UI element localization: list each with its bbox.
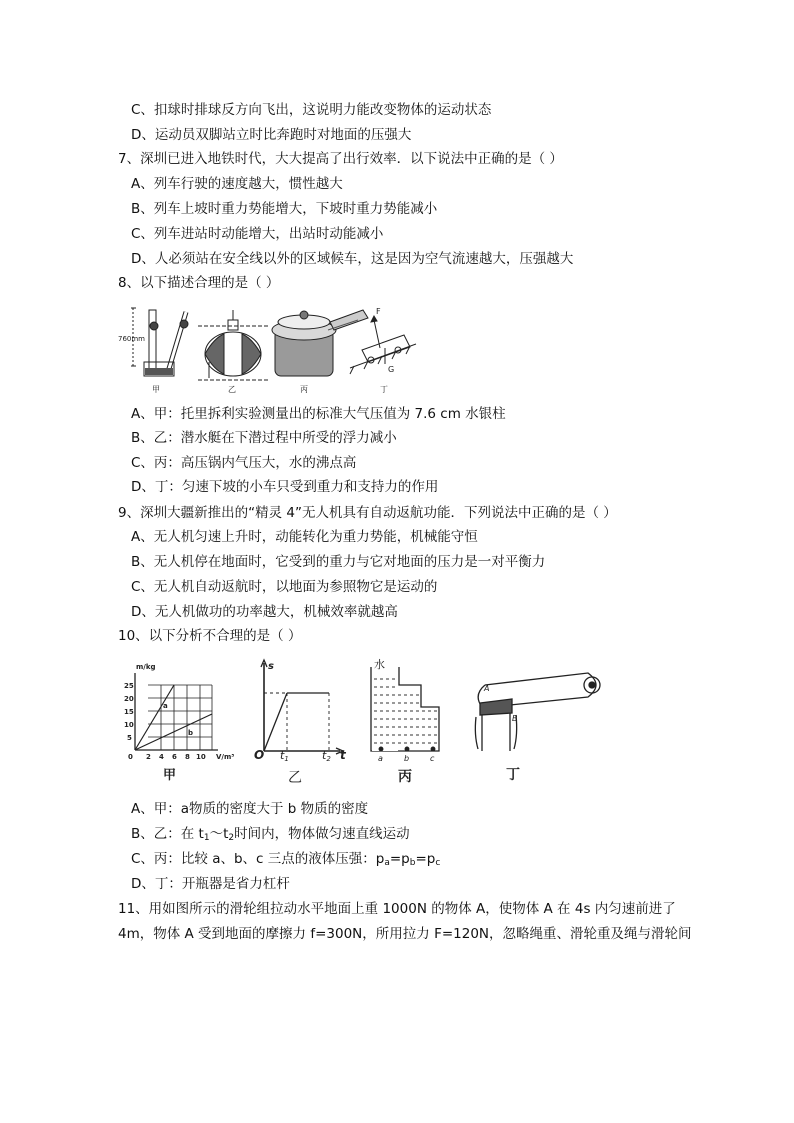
- q11-text-line2: 4m，物体 A 受到地面的摩擦力 f=300N，所用拉力 F=120N，忽略绳重、滑轮重及绳与滑轮间: [118, 926, 692, 942]
- q10-option-d: D、丁：开瓶器是省力杠杆: [131, 876, 290, 892]
- q10-jia-xtick: 6: [172, 753, 177, 761]
- q9-option-c: C、无人机自动返航时，以地面为参照物它是运动的: [131, 579, 438, 595]
- q7-option-d: D、人必须站在安全线以外的区域候车，这是因为空气流速越大，压强越大: [131, 251, 574, 267]
- q10-fig-yi: [261, 660, 343, 754]
- q8-option-b: B、乙：潜水艇在下潜过程中所受的浮力减小: [131, 430, 397, 446]
- q8-fig-ding: [350, 316, 416, 374]
- q10-jia-ytick: 10: [124, 721, 134, 729]
- q10-bing-water: 水: [374, 658, 385, 671]
- q9-stem: 9、深圳大疆新推出的“精灵 4”无人机具有自动返航功能．下列说法中正确的是（ ）: [118, 505, 617, 521]
- q10-jia-ytick: 20: [124, 695, 134, 703]
- q10-bing-point-b: b: [404, 754, 410, 763]
- q10-ding-point-B: B: [512, 714, 518, 723]
- q8-label-bing: 丙: [300, 385, 308, 394]
- q10-yi-t1: t1: [280, 749, 289, 763]
- q10-jia-ytick: 25: [124, 682, 134, 690]
- q10-jia-line-b: b: [188, 729, 194, 737]
- q10-bing-point-a: a: [378, 754, 383, 763]
- q10-yi-s-axis: s: [268, 661, 274, 672]
- q10-bing-point-c: c: [430, 754, 435, 763]
- q6-option-d: D、运动员双脚站立时比奔跑时对地面的压强大: [131, 127, 412, 143]
- q10-jia-ytick: 15: [124, 708, 134, 716]
- q10-label-yi: 乙: [288, 770, 302, 786]
- q10-yi-origin: O: [254, 748, 265, 762]
- q7-option-a: A、列车行驶的速度越大，惯性越大: [131, 176, 343, 192]
- q10-option-c: C、丙：比较 a、b、c 三点的液体压强：$p_a=p_b=p_c$: [131, 851, 441, 868]
- q11-text-line1: 11、用如图所示的滑轮组拉动水平地面上重 1000N 的物体 A，使物体 A 在 4s 内匀速前进了: [118, 901, 676, 917]
- q7-option-c: C、列车进站时动能增大，出站时动能减小: [131, 226, 384, 242]
- q10-option-b: B、乙：在 $t_1\sim t_2$时间内，物体做匀速直线运动: [131, 826, 410, 843]
- q10-jia-xtick: 8: [185, 753, 190, 761]
- q8-label-yi: 乙: [228, 385, 236, 394]
- q8-stem: 8、以下描述合理的是（ ）: [118, 275, 280, 291]
- q10-jia-xlabel: V/m³: [216, 753, 235, 761]
- q6-option-c: C、扣球时排球反方向飞出，这说明力能改变物体的运动状态: [131, 102, 492, 118]
- q8-option-d: D、丁：匀速下坡的小车只受到重力和支持力的作用: [131, 479, 439, 495]
- q8-figure: [118, 300, 428, 395]
- q10-yi-t2: t2: [322, 749, 331, 763]
- q10-option-a: A、甲：a物质的密度大于 b 物质的密度: [131, 801, 369, 817]
- q9-option-b: B、无人机停在地面时，它受到的重力与它对地面的压力是一对平衡力: [131, 554, 546, 570]
- q10-yi-t-axis: t: [340, 748, 346, 762]
- q10-figure: [118, 655, 618, 787]
- q8-fig-yi: [198, 310, 268, 380]
- q10-label-bing: 丙: [398, 769, 412, 785]
- q10-jia-xtick: 0: [128, 753, 133, 761]
- q10-fig-jia: [135, 673, 218, 750]
- q8-option-a: A、甲：托里拆利实验测量出的标准大气压值为 7.6 cm 水银柱: [131, 406, 506, 422]
- q10-jia-xtick: 10: [196, 753, 206, 761]
- q10-jia-line-a: a: [163, 702, 168, 710]
- q10-label-jia: 甲: [163, 768, 177, 783]
- q10-fig-bing: [371, 667, 439, 751]
- q9-option-d: D、无人机做功的功率越大，机械效率就越高: [131, 604, 398, 620]
- q10-stem: 10、以下分析不合理的是（ ）: [118, 628, 302, 644]
- q8-label-760mm: 760mm: [118, 335, 145, 343]
- q10-fig-ding: [475, 673, 600, 751]
- q9-option-a: A、无人机匀速上升时，动能转化为重力势能，机械能守恒: [131, 529, 478, 545]
- q10-jia-xtick: 2: [146, 753, 151, 761]
- q7-option-b: B、列车上坡时重力势能增大，下坡时重力势能减小: [131, 201, 438, 217]
- q8-label-F: F: [376, 307, 381, 316]
- q10-jia-xtick: 4: [159, 753, 164, 761]
- q8-option-c: C、丙：高压锅内气压大，水的沸点高: [131, 455, 357, 471]
- q10-jia-ylabel: m/kg: [136, 663, 156, 671]
- q7-stem: 7、深圳已进入地铁时代，大大提高了出行效率．以下说法中正确的是（ ）: [118, 151, 563, 167]
- q10-label-ding: 丁: [506, 767, 520, 783]
- q10-ding-point-A: A: [484, 684, 490, 693]
- q10-jia-ytick: 5: [127, 734, 132, 742]
- q8-label-ding: 丁: [380, 385, 388, 394]
- q8-label-jia: 甲: [152, 385, 160, 394]
- q8-label-G: G: [388, 365, 395, 374]
